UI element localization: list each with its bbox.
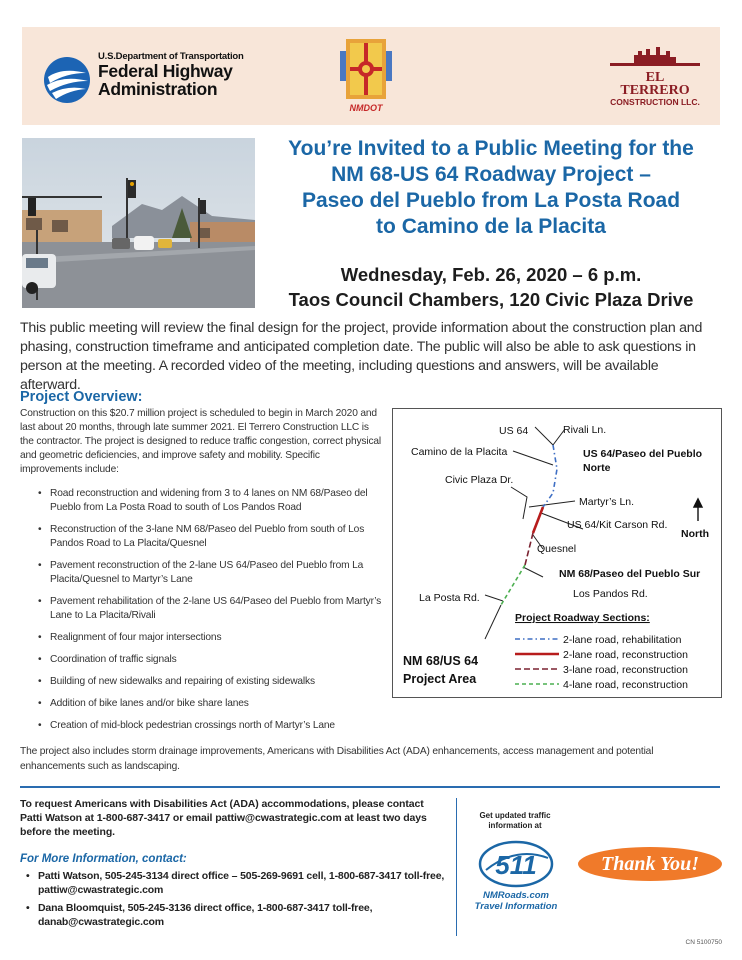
map-label-la-posta: La Posta Rd.: [419, 592, 480, 604]
footer-vertical-divider: [456, 798, 457, 936]
more-info-heading: For More Information, contact:: [20, 853, 187, 865]
map-label-kit-carson: US 64/Kit Carson Rd.: [567, 519, 668, 531]
fhwa-name-line-2: Administration: [98, 79, 218, 99]
meeting-location: Taos Council Chambers, 120 Civic Plaza Drive: [288, 289, 694, 310]
list-item: • Pavement rehabilitation of the 2-lane US 64/Paseo del Pueblo from Martyr’s Lane to La Placita/Rivali: [38, 595, 386, 623]
meeting-date: Wednesday, Feb. 26, 2020 – 6 p.m.: [340, 264, 642, 285]
map-label-los-pandos: Los Pandos Rd.: [573, 588, 648, 600]
list-item: • Coordination of traffic signals: [38, 653, 386, 667]
nmroads-caption: [463, 890, 569, 912]
el-terrero-bar: [610, 63, 700, 66]
el-terrero-name-line-1: EL: [645, 70, 665, 85]
title-line-2: NM 68-US 64 Roadway Project –: [331, 163, 651, 186]
overview-body: Construction on this $20.7 million project is scheduled to begin in March 2020 and last about 20 months, through late summer 2021. El Terrero Construction LLC is the contractor. The project is designed to reduce traffic congestion, correct physical and geometric deficiencies, and improve safety and mobility. Specific improvements include:: [20, 408, 382, 476]
el-terrero-name: [604, 71, 706, 97]
map-label-north: North: [681, 528, 709, 540]
map-label-camino: Camino de la Placita: [411, 446, 508, 458]
nmdot-label: NMDOT: [349, 103, 383, 113]
overview-closing: The project also includes storm drainage improvements, Americans with Disabilities Act (ADA) enhancements, access management and potential enhancements such as landscaping.: [20, 746, 654, 772]
project-area-map: [392, 408, 722, 698]
list-item: • Pavement reconstruction of the 2-lane US 64/Paseo del Pueblo from La Placita/Quesnel to Martyr’s Lane: [38, 559, 386, 587]
el-terrero-logo: [604, 47, 706, 113]
intro-paragraph: This public meeting will review the final design for the project, provide information about the construction plan and phasing, construction timeframe and anticipated completion date. The public will also be able to ask questions in person at the meeting. A recorded video of the meeting, including questions and answers, will be available afterward.: [20, 320, 703, 393]
legend-label-rehabilitation: 2-lane road, rehabilitation: [563, 634, 682, 646]
list-item: • Realignment of four major intersections: [38, 631, 386, 645]
list-item: • Creation of mid-block pedestrian crossings north of Martyr’s Lane: [38, 719, 386, 733]
map-area-label-line-1: NM 68/US 64: [403, 654, 479, 668]
legend-label-3-lane-reconstruction: 3-lane road, reconstruction: [563, 664, 688, 676]
road-us64-north: [535, 427, 553, 445]
map-label-nm68-sur: NM 68/Paseo del Pueblo Sur: [559, 568, 701, 580]
footer-divider: [20, 786, 720, 788]
north-arrow-icon: [694, 499, 702, 521]
el-terrero-name-line-2: TERRERO: [620, 83, 690, 98]
legend-label-2-lane-reconstruction: 2-lane road, reconstruction: [563, 649, 688, 661]
traffic-info-caption: Get updated traffic information at: [479, 811, 551, 830]
road-martyrs: [529, 501, 575, 507]
road-south: [485, 605, 501, 639]
section-2-lane-rehabilitation: [543, 445, 557, 507]
map-area-label-line-2: Project Area: [403, 672, 477, 686]
legend-label-4-lane-reconstruction: 4-lane road, reconstruction: [563, 679, 688, 691]
map-label-us64-paseo-norte: Norte: [583, 462, 611, 474]
title-line-3: Paseo del Pueblo from La Posta Road: [301, 189, 681, 212]
ada-accommodations: To request Americans with Disabilities Act (ADA) accommodations, please contact Patti Watson at 1-800-687-3417 or email pattiw@cwastrategic.com at least two days before the meeting.: [20, 798, 427, 838]
map-label-quesnel: Quesnel: [537, 543, 577, 555]
section-3-lane-reconstruction: [525, 533, 533, 565]
511-text: 511: [495, 850, 537, 880]
title-line-1: You’re Invited to a Public Meeting for the: [288, 137, 694, 160]
document-code: CN 5100750: [685, 939, 722, 946]
511-logo: [478, 840, 554, 888]
header-band: [22, 27, 720, 125]
section-4-lane-reconstruction: [501, 565, 525, 605]
contacts-list: [26, 869, 448, 933]
road-civic-plaza: [511, 487, 527, 519]
road-los-pandos: [523, 567, 543, 577]
list-item: • Reconstruction of the 3-lane NM 68/Paseo del Pueblo from south of Los Pandos Road to La Placita/Quesnel: [38, 523, 386, 551]
improvements-list: [38, 487, 386, 733]
thank-you-text: Thank You!: [600, 853, 699, 875]
map-label-rivali: Rivali Ln.: [563, 424, 607, 436]
contact-item: • Dana Bloomquist, 505-245-3136 direct office, 1-800-687-3417 toll-free, danab@cwastrategic.com: [26, 901, 448, 929]
road-camino-de-la-placita: [513, 451, 553, 465]
title-line-4: to Camino de la Placita: [376, 215, 606, 238]
overview-heading: Project Overview:: [20, 389, 143, 405]
contact-item: • Patti Watson, 505-245-3134 direct office – 505-269-9691 cell, 1-800-687-3417 toll-free, pattiw@cwastrategic.com: [26, 869, 448, 897]
list-item: • Addition of bike lanes and/or bike share lanes: [38, 697, 386, 711]
fhwa-emblem-icon: [44, 57, 90, 103]
legend-title: Project Roadway Sections:: [515, 612, 650, 624]
nmdot-logo: [340, 35, 392, 119]
invitation-title: [262, 136, 720, 240]
map-label-us64: US 64: [499, 425, 529, 437]
map-label-civic-plaza: Civic Plaza Dr.: [445, 474, 514, 486]
list-item: • Building of new sidewalks and repairing of existing sidewalks: [38, 675, 386, 689]
thank-you-badge: [577, 846, 723, 882]
fhwa-logo: [44, 51, 254, 103]
road-la-posta: [485, 595, 503, 601]
map-label-us64-paseo: US 64/Paseo del Pueblo: [583, 448, 703, 460]
section-2-lane-reconstruction: [533, 507, 543, 533]
map-label-martyrs: Martyr’s Ln.: [579, 496, 635, 508]
nmroads-url: NMRoads.com: [483, 890, 549, 901]
fhwa-department: U.S.Department of Transportation: [98, 51, 244, 62]
street-photo: [22, 138, 255, 308]
fhwa-name-line-1: Federal Highway: [98, 61, 233, 81]
zia-sun-icon: [340, 35, 392, 103]
el-terrero-subtitle: CONSTRUCTION LLC.: [610, 97, 700, 107]
list-item: • Road reconstruction and widening from 3 to 4 lanes on NM 68/Paseo del Pueblo from La Posta Road to south of Los Pandos Road: [38, 487, 386, 515]
nmroads-subtitle: Travel Information: [474, 901, 558, 912]
